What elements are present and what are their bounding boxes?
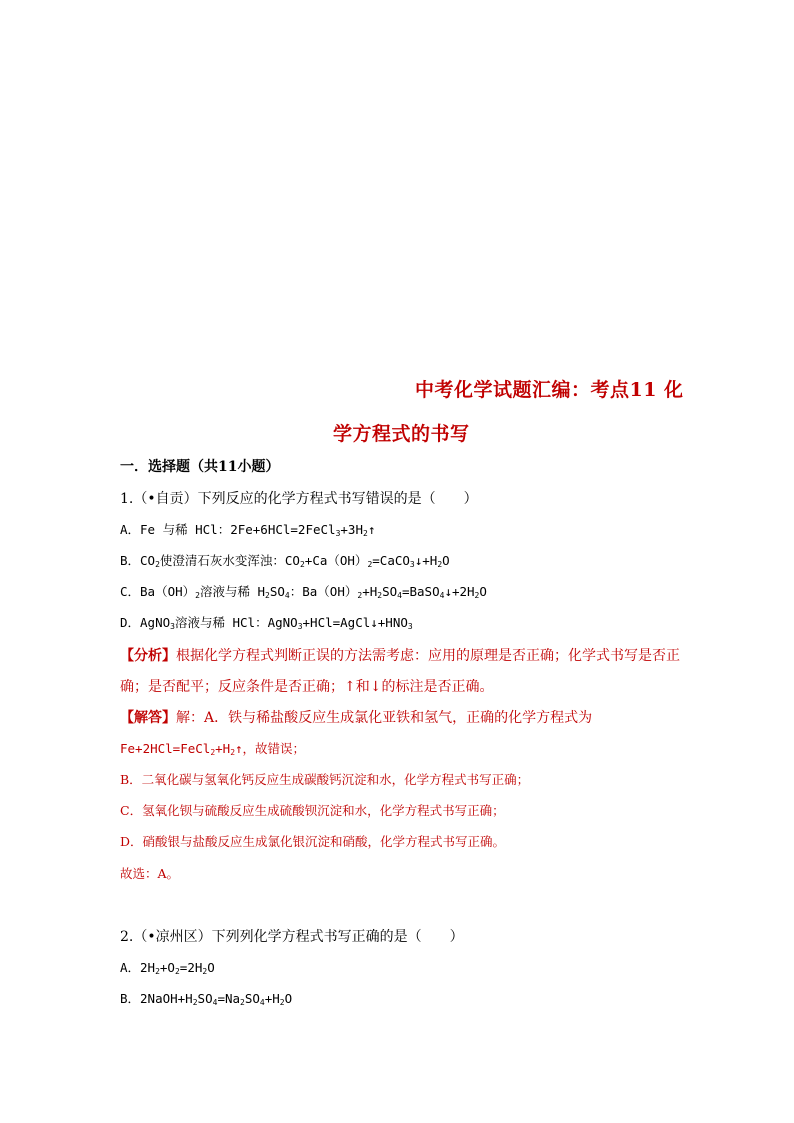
q1-option-a: A．Fe 与稀 HCl：$2Fe+6HCl=2FeCl_3+3H_2↑$ [120,522,376,538]
q1-answer-equation: $Fe+2HCl=FeCl_2+H_2↑$，故错误； [120,741,306,757]
q1-answer-b: B．二氧化碳与氢氧化钙反应生成碳酸钙沉淀和水，化学方程式书写正确； [120,772,530,787]
section-heading: 一．选择题（共11小题） [120,459,280,475]
question-2-stem: 2.（•凉州区）下列列化学方程式书写正确的是（ ） [120,929,464,945]
q1-choice: 故选：A。 [120,866,180,881]
q1-option-d: D．AgNO$_3$溶液与稀 HCl：$AgNO_3+HCl=AgCl↓+HNO_3$ [120,615,413,631]
q2-option-b: B．$2NaOH+H_2SO_4=Na_2SO_4+H_2O$ [120,991,293,1007]
q1-analysis-line1: 【分析】根据化学方程式判断正误的方法需考虑：应用的原理是否正确；化学式书写是否正 [120,648,680,664]
q1-option-c: C．$Ba(OH)_2$溶液与稀 $H_2SO_4$：$Ba(OH)_2+H_2SO_4=BaSO_4↓+2H_2O$ [120,584,487,600]
q2-option-a: A．$2H_2+O_2=2H_2O$ [120,960,215,976]
q1-answer-line1: 【解答】解：A．铁与稀盐酸反应生成氯化亚铁和氢气，正确的化学方程式为 [120,710,593,726]
analysis-tag: 【分析】 [120,648,176,664]
page-title-line1: 中考化学试题汇编：考点11 化 [415,379,684,401]
q1-answer-c: C．氢氧化钡与硫酸反应生成硫酸钡沉淀和水，化学方程式书写正确； [120,803,505,818]
q1-analysis-line2: 确；是否配平；反应条件是否正确；↑和↓的标注是否正确。 [120,679,494,695]
q1-answer-d: D．硝酸银与盐酸反应生成氯化银沉淀和硝酸，化学方程式书写正确。 [120,834,506,849]
q1-option-b: B．$CO_2$使澄清石灰水变浑浊：$CO_2+Ca(OH)_2=CaCO_3↓+H_2O$ [120,553,450,569]
question-1-stem: 1.（•自贡）下列反应的化学方程式书写错误的是（ ） [120,491,478,507]
page-title-line2: 学方程式的书写 [333,423,470,445]
answer-tag: 【解答】 [120,710,176,726]
